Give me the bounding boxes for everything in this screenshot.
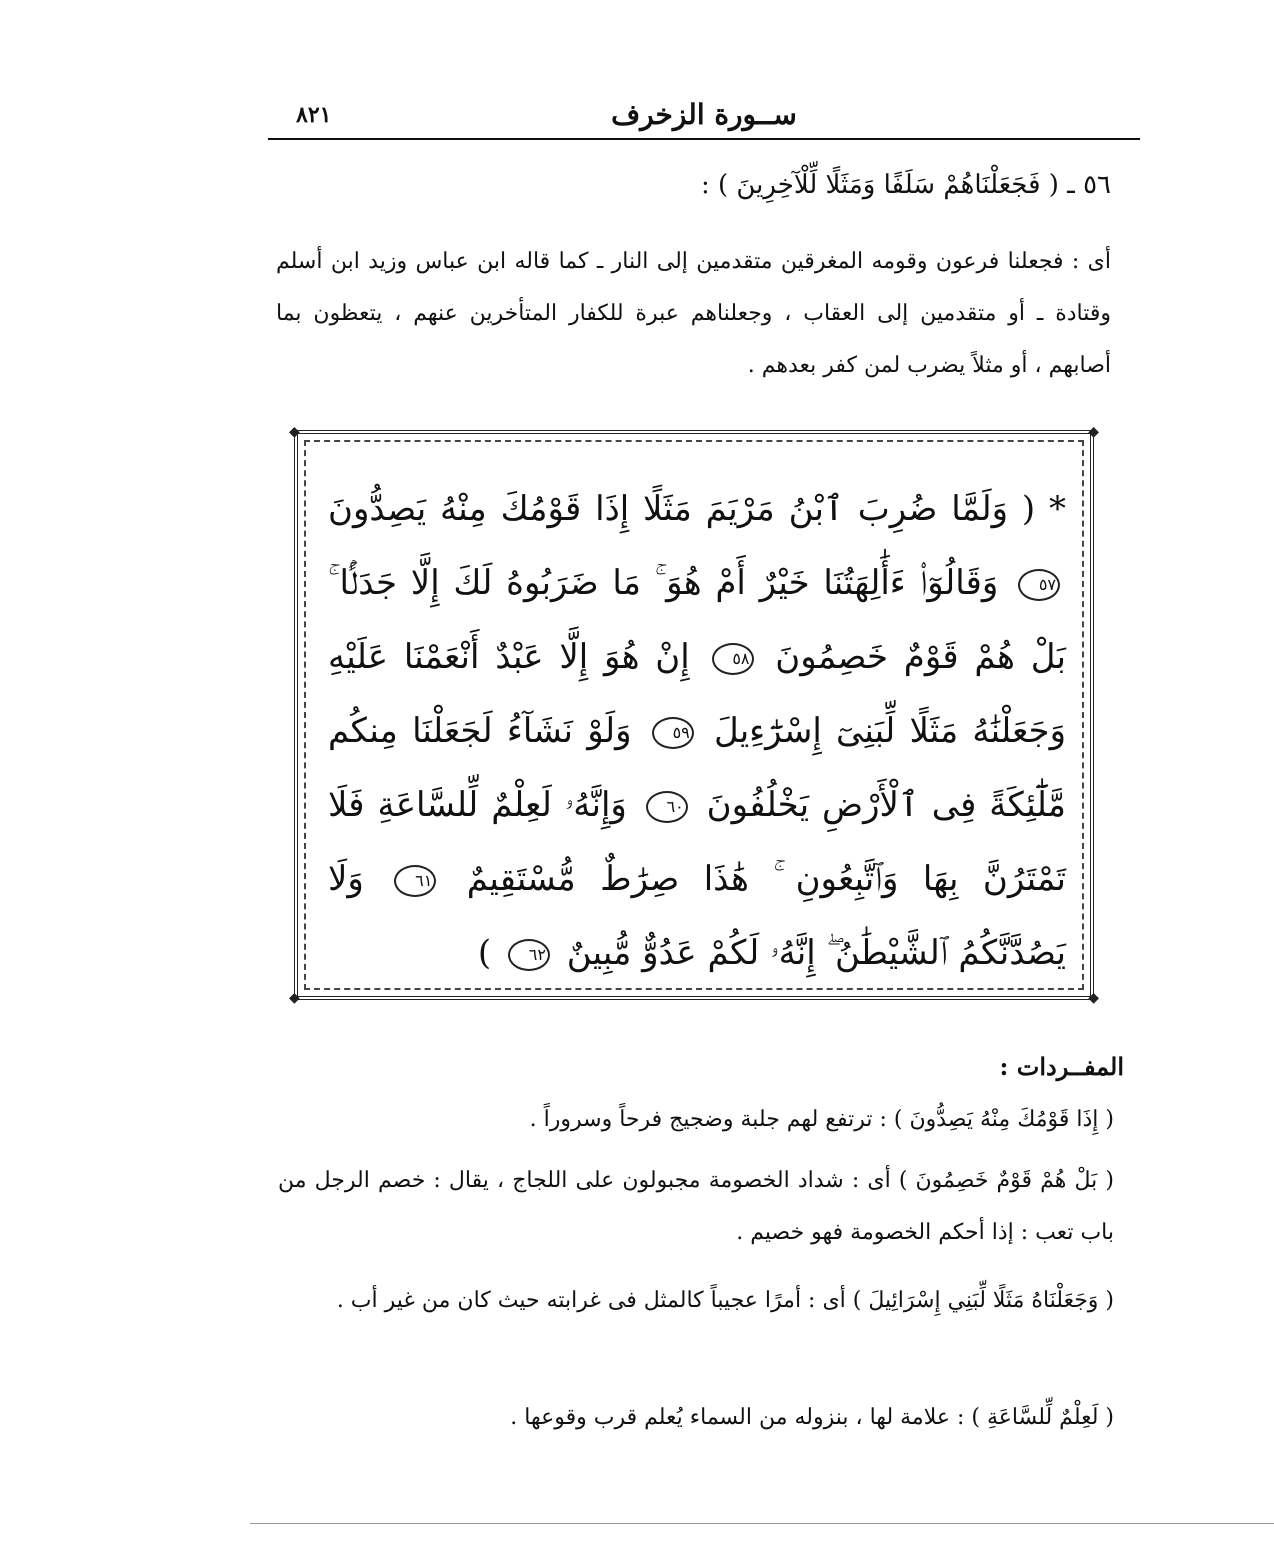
header-divider [268,138,1140,140]
ayah-text: وَقَالُوٓا۟ ءَأَٰلِهَتُنَا خَيْرٌ أَمْ هُوَ ۚ مَا ضَرَبُوهُ لَكَ إِلَّا جَدَلًۢا ۚ بَلْ هُمْ قَوْمٌ خَصِمُونَ [328,563,1066,677]
closing-bracket: ) [477,933,492,973]
ayah-number-marker: ٥٨ [712,643,754,675]
ayah-number-marker: ٦٢ [508,939,550,971]
page-number: ٨٢١ [296,102,332,128]
vocabulary-entry: ( لَعِلْمٌ لِّلسَّاعَةِ ) : علامة لها ، بنزوله من السماء يُعلم قرب وقوعها . [510,1405,1114,1430]
vocabulary-heading: المفــردات : [999,1052,1124,1081]
commentary-paragraph: أى : فجعلنا فرعون وقومه المغرقين متقدمين إلى النار ـ كما قاله ابن عباس وزيد ابن أسلم وقتادة ـ أو متقدمين إلى العقاب ، وجعلناهم عبرة للكفار المتأخرين عنهم ، يتعظون بما أصابهم ، أو مثلاً يضرب لمن كفر بعدهم . [276,249,1111,378]
quran-verses-box [289,424,1099,1006]
ayah-text: وَلَا يَصُدَّنَّكُمُ ٱلشَّيْطَٰنُ ۖ إِنَّهُۥ لَكُمْ عَدُوٌّ مُّبِينٌ [328,859,1066,973]
ayah-number-marker: ٥٩ [652,717,694,749]
vocabulary-entry: ( إِذَا قَوْمُكَ مِنْهُ يَصِدُّونَ ) : ترتفع لهم جلبة وضجيج فرحاً وسروراً . [529,1107,1114,1132]
ornament-diamond-icon: ◆ [1088,424,1099,440]
ayah-text: وَإِنَّهُۥ لَعِلْمٌ لِّلسَّاعَةِ فَلَا تَمْتَرُنَّ بِهَا وَٱتَّبِعُونِ ۚ هَٰذَا صِرَٰطٌ مُّسْتَقِيمٌ [328,785,1066,899]
ornament-diamond-icon: ◆ [289,990,300,1006]
ayah-text: إِنْ هُوَ إِلَّا عَبْدٌ أَنْعَمْنَا عَلَيْهِ وَجَعَلْنَٰهُ مَثَلًا لِّبَنِىٓ إِسْرَٰٓءِيلَ [328,637,1066,751]
verse-56-heading: ٥٦ ـ ( فَجَعَلْنَاهُمْ سَلَفًا وَمَثَلًا لِّلْآخِرِينَ ) : [700,170,1111,200]
ayah-text: وَلَوْ نَشَآءُ لَجَعَلْنَا مِنكُم مَّلَٰٓئِكَةً فِى ٱلْأَرْضِ يَخْلُفُونَ [328,711,1066,825]
ayah-number-marker: ٦١ [394,865,436,897]
ayah-text: * ( وَلَمَّا ضُرِبَ ٱبْنُ مَرْيَمَ مَثَلًا إِذَا قَوْمُكَ مِنْهُ يَصِدُّونَ [328,489,1066,529]
vocabulary-entry: ( بَلْ هُمْ قَوْمٌ خَصِمُونَ ) أى : شداد الخصومة مجبولون على اللجاج ، يقال : خصم الرجل من باب تعب : إذا أحكم الخصومة فهو خصيم . [278,1168,1114,1245]
surah-title: ســورة الزخرف [611,98,797,131]
page-header [268,96,1140,136]
footer-divider [250,1523,1274,1524]
ayah-number-marker: ٥٧ [1018,569,1060,601]
ornament-diamond-icon: ◆ [289,424,300,440]
ornament-diamond-icon: ◆ [1088,990,1099,1006]
vocabulary-entry: ( وَجَعَلْنَاهُ مَثَلًا لِّبَنِي إِسْرَائِيلَ ) أى : أمرًا عجيباً كالمثل فى غرابته حيث كان من غير أب . [336,1288,1114,1313]
ayah-number-marker: ٦٠ [646,791,688,823]
quran-text [328,472,1066,990]
